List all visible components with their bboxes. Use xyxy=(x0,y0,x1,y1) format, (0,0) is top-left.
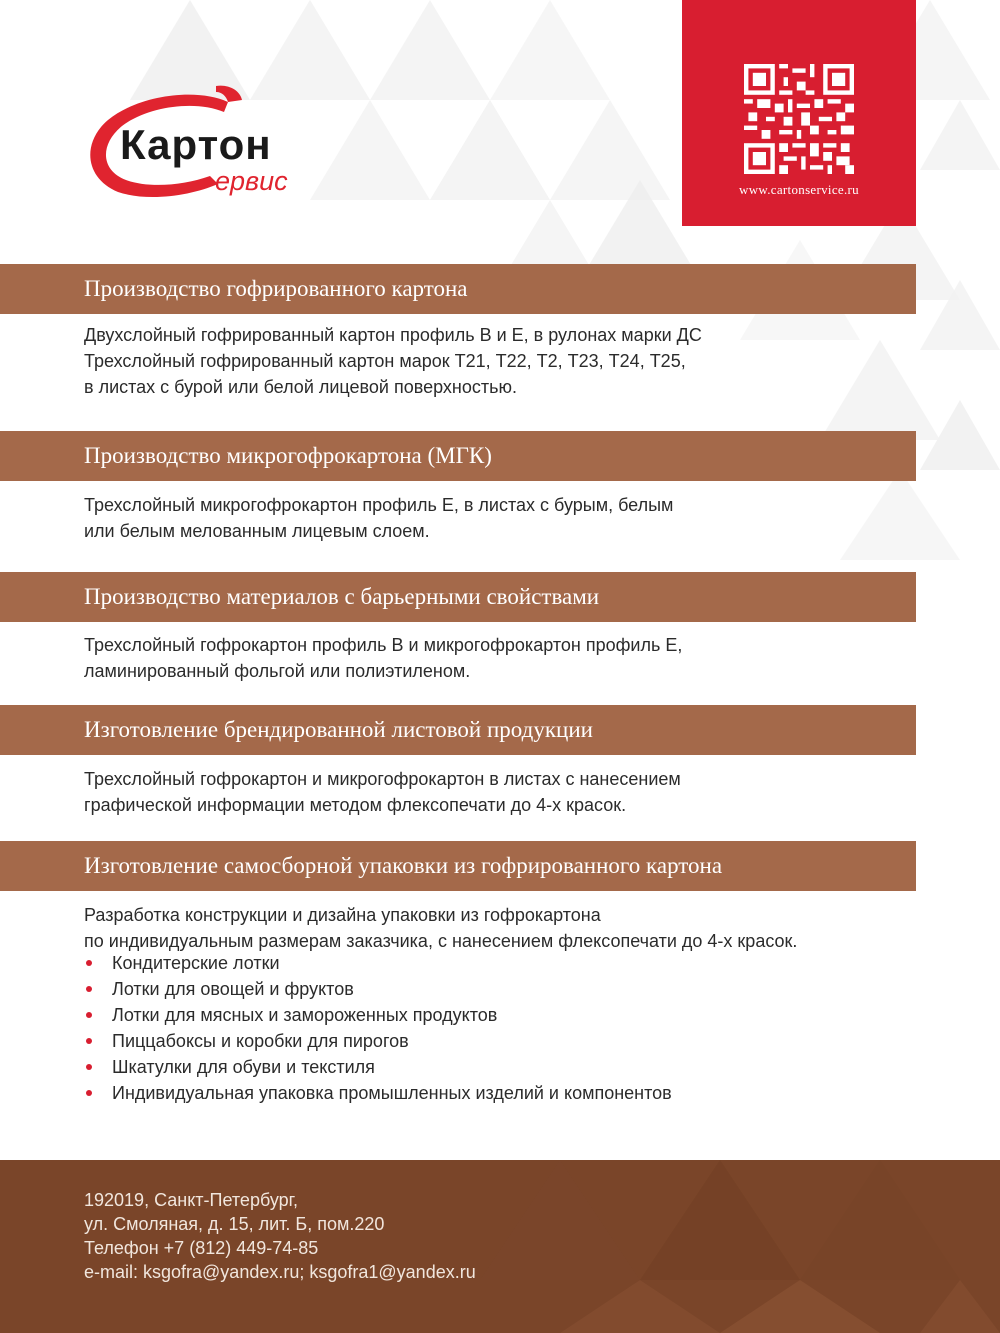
company-logo xyxy=(78,80,318,200)
email[interactable]: e-mail: ksgofra@yandex.ru; ksgofra1@yandex.ru xyxy=(84,1262,476,1282)
text-line: по индивидуальным размерам заказчика, с нанесением флексопечати до 4-х красок. xyxy=(84,931,798,951)
text-line: Трехслойный микрогофрокартон профиль Е, в листах с бурым, белым xyxy=(84,495,674,515)
text-line: графической информации методом флексопечати до 4-х красок. xyxy=(84,795,627,815)
text-line: Разработка конструкции и дизайна упаковки из гофрокартона xyxy=(84,905,601,925)
section-header-corrugated xyxy=(0,264,916,314)
footer-contact-lines xyxy=(84,1188,476,1284)
section-text-barrier xyxy=(84,632,924,684)
list-item xyxy=(84,1080,672,1106)
bullet-dot-icon xyxy=(86,1012,92,1018)
text-line: Трехслойный гофрированный картон марок Т21, Т22, Т2, Т23, Т24, Т25, xyxy=(84,351,686,371)
list-item-label: Лотки для мясных и замороженных продуктов xyxy=(112,1005,498,1025)
address-line-1: 192019, Санкт-Петербург, xyxy=(84,1190,299,1210)
footer-contacts xyxy=(0,1160,1000,1333)
section-title: Изготовление самосборной упаковки из гофрированного картона xyxy=(84,853,723,878)
text-line: или белым мелованным лицевым слоем. xyxy=(84,521,430,541)
bullet-dot-icon xyxy=(86,1090,92,1096)
text-line: ламинированный фольгой или полиэтиленом. xyxy=(84,661,471,681)
list-item xyxy=(84,1002,672,1028)
text-line: Двухслойный гофрированный картон профиль В и Е, в рулонах марки ДС xyxy=(84,325,702,345)
section-header-barrier xyxy=(0,572,916,622)
bullet-dot-icon xyxy=(86,1038,92,1044)
website-url[interactable]: www.cartonservice.ru xyxy=(739,182,859,197)
list-item-label: Шкатулки для обуви и текстиля xyxy=(112,1057,375,1077)
list-item xyxy=(84,950,672,976)
list-item-label: Индивидуальная упаковка промышленных изделий и компонентов xyxy=(112,1083,672,1103)
list-item xyxy=(84,1054,672,1080)
list-item xyxy=(84,1028,672,1054)
qr-contact-box xyxy=(682,0,916,226)
logo-wordmark: Картон xyxy=(120,121,272,168)
text-line: в листах с бурой или белой лицевой поверхностью. xyxy=(84,377,517,397)
list-item-label: Пиццабоксы и коробки для пирогов xyxy=(112,1031,409,1051)
list-item xyxy=(84,976,672,1002)
list-item-label: Лотки для овощей и фруктов xyxy=(112,979,354,999)
section-title: Производство микрогофрокартона (МГК) xyxy=(84,443,492,468)
logo-subword: ервис xyxy=(215,166,288,196)
list-item-label: Кондитерские лотки xyxy=(112,953,280,973)
qr-code-icon[interactable] xyxy=(744,64,854,174)
bullet-dot-icon xyxy=(86,986,92,992)
address-line-2: ул. Смоляная, д. 15, лит. Б, пом.220 xyxy=(84,1214,385,1234)
section-text-corrugated xyxy=(84,322,924,400)
text-line: Трехслойный гофрокартон профиль В и микрогофрокартон профиль Е, xyxy=(84,635,683,655)
text-line: Трехслойный гофрокартон и микрогофрокартон в листах с нанесением xyxy=(84,769,681,789)
bullet-dot-icon xyxy=(86,960,92,966)
section-header-microcorrugated xyxy=(0,431,916,481)
bullet-dot-icon xyxy=(86,1064,92,1070)
section-title: Изготовление брендированной листовой продукции xyxy=(84,717,593,742)
section-text-packaging xyxy=(84,902,924,954)
section-header-packaging xyxy=(0,841,916,891)
section-header-branded xyxy=(0,705,916,755)
phone[interactable]: Телефон +7 (812) 449-74-85 xyxy=(84,1238,319,1258)
section-text-microcorrugated xyxy=(84,492,924,544)
packaging-bullet-list xyxy=(84,950,672,1106)
section-text-branded xyxy=(84,766,924,818)
section-title: Производство материалов с барьерными свойствами xyxy=(84,584,600,609)
section-title: Производство гофрированного картона xyxy=(84,276,468,301)
